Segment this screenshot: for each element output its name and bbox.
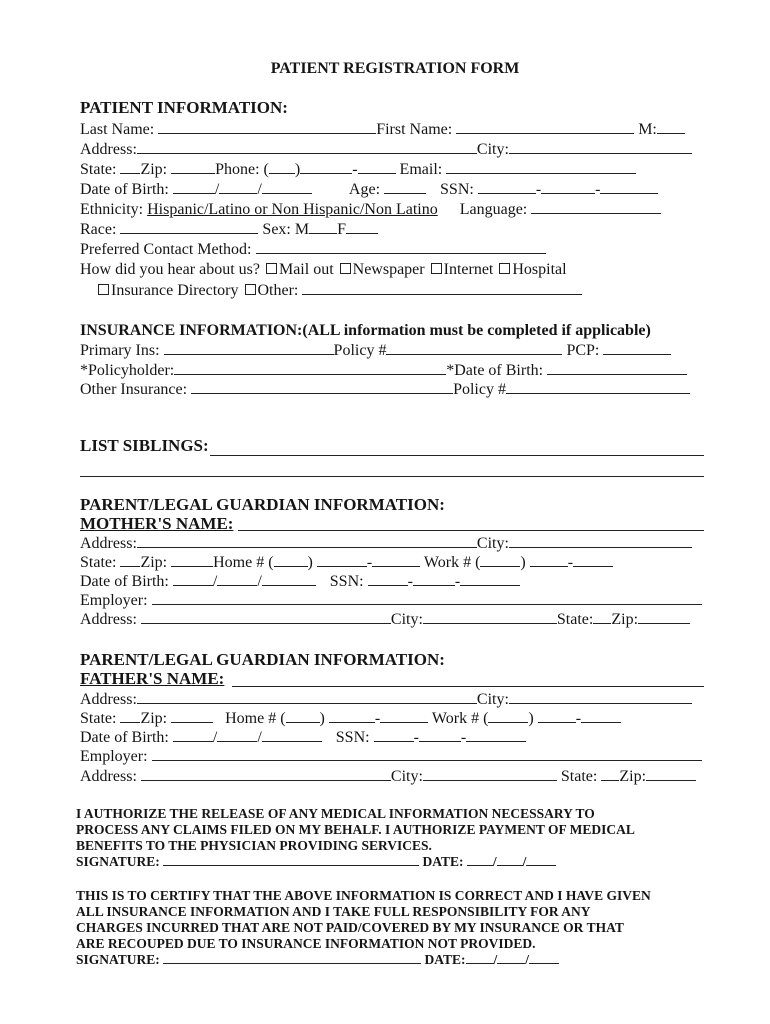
father-employer-address-field[interactable] <box>141 767 391 781</box>
mother-employer-state-field[interactable] <box>593 610 611 624</box>
language-label: Language: <box>459 201 528 218</box>
mother-ssn-dash-1: - <box>407 573 413 590</box>
row-dob-age-ssn <box>80 180 658 199</box>
dob-day-field[interactable] <box>219 180 257 194</box>
mother-zip-field[interactable] <box>171 553 213 567</box>
father-dob-month-field[interactable] <box>173 728 213 742</box>
certification-line-4: ARE RECOUPED DUE TO INSURANCE INFORMATION NOT PROVIDED. <box>76 936 536 951</box>
ssn-part2-field[interactable] <box>541 180 595 194</box>
mother-employer-zip-label: Zip: <box>611 611 639 628</box>
mother-address-field[interactable] <box>137 534 477 548</box>
authorization-date-month-field[interactable] <box>467 854 493 866</box>
mother-row-phones <box>80 553 613 572</box>
father-row-dob <box>80 728 526 747</box>
father-dob-year-field[interactable] <box>262 728 322 742</box>
row-policyholder <box>80 361 687 380</box>
middle-initial-label: M: <box>638 121 657 138</box>
email-field[interactable] <box>446 160 636 174</box>
newspaper-label: Newspaper <box>352 261 425 278</box>
authorization-signature-field[interactable] <box>163 854 419 866</box>
last-name-field[interactable] <box>158 120 376 134</box>
row-address <box>80 140 692 159</box>
mother-dob-slash-1: / <box>212 573 218 590</box>
authorization-signature-row: SIGNATURE: DATE: / / <box>76 854 635 870</box>
dob-slash-2: / <box>257 181 262 198</box>
form-title: PATIENT REGISTRATION FORM <box>270 60 520 77</box>
father-row-employer-address <box>80 767 696 786</box>
mother-ssn-dash-2: - <box>454 573 461 590</box>
mother-city-label: City: <box>476 535 509 552</box>
father-home-area-field[interactable] <box>286 709 320 723</box>
mother-work-prefix-field[interactable] <box>530 553 568 567</box>
other-checkbox[interactable] <box>245 284 256 295</box>
authorization-date-year-field[interactable] <box>526 854 556 866</box>
mother-address-label: Address: <box>80 535 137 552</box>
other-insurance-field[interactable] <box>191 380 453 394</box>
row-other-insurance <box>80 380 690 399</box>
father-row-phones <box>80 709 621 728</box>
sex-label: Sex: M <box>262 221 310 238</box>
dob-year-field[interactable] <box>262 180 312 194</box>
authorization-block <box>76 806 635 870</box>
other-source-field[interactable] <box>302 281 582 295</box>
siblings-heading: LIST SIBLINGS: <box>80 436 209 455</box>
policy-label: Policy # <box>333 342 387 359</box>
zip-label: Zip: <box>140 161 168 178</box>
father-dob-slash-1: / <box>212 729 218 746</box>
primary-ins-label: Primary Ins: <box>80 342 160 359</box>
last-name-label: Last Name: <box>80 121 155 138</box>
mother-row-address <box>80 534 692 553</box>
phone-line-field[interactable] <box>358 160 396 174</box>
father-name-label: FATHER'S NAME: <box>80 669 225 688</box>
newspaper-checkbox[interactable] <box>340 263 351 274</box>
phone-area-field[interactable] <box>269 160 295 174</box>
pcp-field[interactable] <box>603 341 671 355</box>
mother-row-dob <box>80 572 520 591</box>
mother-state-label: State: <box>80 554 117 571</box>
ssn-part1-field[interactable] <box>478 180 536 194</box>
father-work-dash: - <box>575 710 582 727</box>
insurance-directory-label: Insurance Directory <box>111 282 239 299</box>
certification-block <box>76 888 651 968</box>
father-employer-zip-label: Zip: <box>619 768 647 785</box>
mother-state-field[interactable] <box>120 553 140 567</box>
father-address-label: Address: <box>80 691 137 708</box>
father-city-field[interactable] <box>509 690 692 704</box>
mother-home-area-field[interactable] <box>274 553 308 567</box>
father-work-prefix-field[interactable] <box>538 709 576 723</box>
mother-home-dash: - <box>366 554 373 571</box>
other-insurance-label: Other Insurance: <box>80 381 188 398</box>
father-employer-address-label: Address: <box>80 768 137 785</box>
father-employer-label: Employer: <box>80 748 148 765</box>
mother-home-line-field[interactable] <box>372 553 420 567</box>
certification-date-month-field[interactable] <box>466 952 494 964</box>
father-ssn-dash-1: - <box>413 729 419 746</box>
mother-row-employer <box>80 591 702 610</box>
heard-about-label: How did you hear about us? <box>80 261 260 278</box>
patient-info-heading: PATIENT INFORMATION: <box>80 98 288 117</box>
father-ssn-part1-field[interactable] <box>374 728 414 742</box>
row-name <box>80 120 685 139</box>
mother-home-close: ) <box>307 554 313 571</box>
mother-dob-year-field[interactable] <box>262 572 316 586</box>
mother-employer-city-field[interactable] <box>423 610 557 624</box>
father-row-address <box>80 690 692 709</box>
certification-line-3: CHARGES INCURRED THAT ARE NOT PAID/COVERED BY MY INSURANCE OR THAT <box>76 920 624 935</box>
siblings-line-2[interactable] <box>80 476 704 477</box>
father-address-field[interactable] <box>137 690 477 704</box>
age-field[interactable] <box>384 180 426 194</box>
zip-field[interactable] <box>171 160 215 174</box>
authorization-line-2: PROCESS ANY CLAIMS FILED ON MY BEHALF. I AUTHORIZE PAYMENT OF MEDICAL <box>76 822 635 837</box>
mother-employer-city-label: City: <box>390 611 423 628</box>
father-city-label: City: <box>476 691 509 708</box>
policyholder-field[interactable] <box>174 361 446 375</box>
mother-guardian-heading: PARENT/LEGAL GUARDIAN INFORMATION: <box>80 495 445 514</box>
father-ssn-part2-field[interactable] <box>419 728 461 742</box>
father-row-employer <box>80 747 702 766</box>
holder-dob-field[interactable] <box>547 361 687 375</box>
mother-dob-label: Date of Birth: <box>80 573 169 590</box>
mother-employer-address-label: Address: <box>80 611 137 628</box>
father-zip-field[interactable] <box>171 709 213 723</box>
mother-work-dash: - <box>567 554 574 571</box>
state-field[interactable] <box>120 160 140 174</box>
father-name-field[interactable] <box>232 686 704 687</box>
ssn-dash-2: - <box>595 181 601 198</box>
mother-dob-day-field[interactable] <box>217 572 257 586</box>
sex-f-label: F <box>337 221 346 238</box>
policy-field[interactable] <box>386 341 562 355</box>
dob-month-field[interactable] <box>173 180 215 194</box>
mother-ssn-label: SSN: <box>329 573 364 590</box>
mother-employer-zip-field[interactable] <box>638 610 690 624</box>
mother-ssn-part2-field[interactable] <box>413 572 455 586</box>
dob-slash-1: / <box>214 181 220 198</box>
mother-work-area-field[interactable] <box>480 553 520 567</box>
certification-date-label: DATE: <box>424 952 466 967</box>
ssn-dash-1: - <box>535 181 542 198</box>
authorization-line-1: I AUTHORIZE THE RELEASE OF ANY MEDICAL INFORMATION NECESSARY TO <box>76 806 595 821</box>
internet-label: Internet <box>443 261 494 278</box>
address-label: Address: <box>80 141 137 158</box>
email-label: Email: <box>399 161 443 178</box>
row-race-sex <box>80 220 378 239</box>
authorization-date-label: DATE: <box>422 854 464 869</box>
father-work-area-field[interactable] <box>488 709 528 723</box>
race-label: Race: <box>80 221 117 238</box>
mother-work-line-field[interactable] <box>573 553 613 567</box>
father-home-label: Home # ( <box>225 710 286 727</box>
address-field[interactable] <box>137 140 477 154</box>
mother-row-employer-address <box>80 610 690 629</box>
mother-work-label: Work # ( <box>423 554 481 571</box>
phone-label: Phone: ( <box>215 161 269 178</box>
father-work-label: Work # ( <box>431 710 489 727</box>
father-ssn-dash-2: - <box>460 729 467 746</box>
dob-label: Date of Birth: <box>80 181 169 198</box>
row-referral-source <box>80 261 567 279</box>
father-employer-state-label: State: <box>560 768 598 785</box>
mother-employer-address-field[interactable] <box>141 610 391 624</box>
sex-f-field[interactable] <box>346 220 378 234</box>
father-employer-state-field[interactable] <box>601 767 619 781</box>
mother-dob-slash-2: / <box>257 573 262 590</box>
pcp-label: PCP: <box>566 342 600 359</box>
hospital-label: Hospital <box>512 261 567 278</box>
father-home-close: ) <box>319 710 325 727</box>
father-employer-zip-field[interactable] <box>646 767 696 781</box>
father-employer-city-field[interactable] <box>423 767 557 781</box>
phone-close-paren: ) <box>294 161 301 178</box>
ethnicity-label: Ethnicity: <box>80 201 144 218</box>
ssn-part3-field[interactable] <box>600 180 658 194</box>
race-field[interactable] <box>120 220 258 234</box>
first-name-field[interactable] <box>456 120 634 134</box>
authorization-date-day-field[interactable] <box>497 854 523 866</box>
preferred-contact-label: Preferred Contact Method: <box>80 241 252 258</box>
insurance-heading: INSURANCE INFORMATION:(ALL information must be completed if applicable) <box>80 322 651 339</box>
father-home-dash: - <box>374 710 381 727</box>
mother-ssn-part1-field[interactable] <box>368 572 408 586</box>
internet-checkbox[interactable] <box>431 263 442 274</box>
certification-signature-row: SIGNATURE: DATE: / / <box>76 952 651 968</box>
father-zip-label: Zip: <box>140 710 168 727</box>
preferred-contact-field[interactable] <box>256 240 546 254</box>
row-ethnicity <box>80 200 661 219</box>
state-label: State: <box>80 161 117 178</box>
mother-city-field[interactable] <box>509 534 692 548</box>
hospital-checkbox[interactable] <box>499 263 510 274</box>
father-ssn-label: SSN: <box>335 729 370 746</box>
certification-line-1: THIS IS TO CERTIFY THAT THE ABOVE INFORMATION IS CORRECT AND I HAVE GIVEN <box>76 888 651 903</box>
primary-ins-field[interactable] <box>164 341 334 355</box>
mother-employer-label: Employer: <box>80 592 148 609</box>
mail-out-checkbox[interactable] <box>266 263 277 274</box>
mother-zip-label: Zip: <box>140 554 168 571</box>
mother-name-field[interactable] <box>238 530 704 531</box>
father-work-line-field[interactable] <box>581 709 621 723</box>
mother-name-label: MOTHER'S NAME: <box>80 514 234 533</box>
father-dob-slash-2: / <box>257 729 262 746</box>
mother-home-label: Home # ( <box>213 554 274 571</box>
siblings-line-1[interactable] <box>210 455 704 456</box>
father-employer-field[interactable] <box>152 747 702 761</box>
sex-m-field[interactable] <box>309 220 337 234</box>
middle-initial-field[interactable] <box>657 120 685 134</box>
phone-dash: - <box>352 161 358 178</box>
father-state-label: State: <box>80 710 117 727</box>
policyholder-label: *Policyholder: <box>80 362 175 379</box>
father-guardian-heading: PARENT/LEGAL GUARDIAN INFORMATION: <box>80 650 445 669</box>
ssn-label: SSN: <box>440 181 474 198</box>
holder-dob-label: *Date of Birth: <box>446 362 544 379</box>
authorization-signature-label: SIGNATURE: <box>76 854 160 869</box>
father-home-prefix-field[interactable] <box>329 709 375 723</box>
certification-signature-label: SIGNATURE: <box>76 952 160 967</box>
mother-work-close: ) <box>520 554 526 571</box>
row-referral-source-2 <box>96 281 582 300</box>
mother-employer-state-label: State: <box>556 611 594 628</box>
row-state-phone <box>80 160 636 179</box>
father-ssn-part3-field[interactable] <box>466 728 526 742</box>
city-label: City: <box>476 141 509 158</box>
certification-line-2: ALL INSURANCE INFORMATION AND I TAKE FULL RESPONSIBILITY FOR ANY <box>76 904 591 919</box>
father-employer-city-label: City: <box>390 768 423 785</box>
city-field[interactable] <box>509 140 692 154</box>
mother-ssn-part3-field[interactable] <box>460 572 520 586</box>
age-label: Age: <box>348 181 381 198</box>
mother-home-prefix-field[interactable] <box>317 553 367 567</box>
policy2-field[interactable] <box>506 380 690 394</box>
policy2-label: Policy # <box>453 381 506 398</box>
certification-date-year-field[interactable] <box>529 952 559 964</box>
language-field[interactable] <box>531 200 661 214</box>
insurance-directory-checkbox[interactable] <box>98 284 109 295</box>
other-label: Other: <box>257 282 299 299</box>
phone-prefix-field[interactable] <box>300 160 352 174</box>
father-dob-label: Date of Birth: <box>80 729 169 746</box>
row-preferred-contact <box>80 240 546 259</box>
father-dob-day-field[interactable] <box>217 728 257 742</box>
father-work-close: ) <box>528 710 534 727</box>
ethnicity-options[interactable]: Hispanic/Latino or Non Hispanic/Non Latino <box>147 201 438 218</box>
father-state-field[interactable] <box>120 709 140 723</box>
authorization-line-3: BENEFITS TO THE PHYSICIAN PROVIDING SERVICES. <box>76 838 432 853</box>
mail-out-label: Mail out <box>278 261 334 278</box>
certification-signature-field[interactable] <box>163 952 421 964</box>
certification-date-day-field[interactable] <box>497 952 525 964</box>
mother-employer-field[interactable] <box>152 591 702 605</box>
father-home-line-field[interactable] <box>380 709 428 723</box>
row-primary-ins <box>80 341 671 360</box>
mother-dob-month-field[interactable] <box>173 572 213 586</box>
first-name-label: First Name: <box>376 121 453 138</box>
